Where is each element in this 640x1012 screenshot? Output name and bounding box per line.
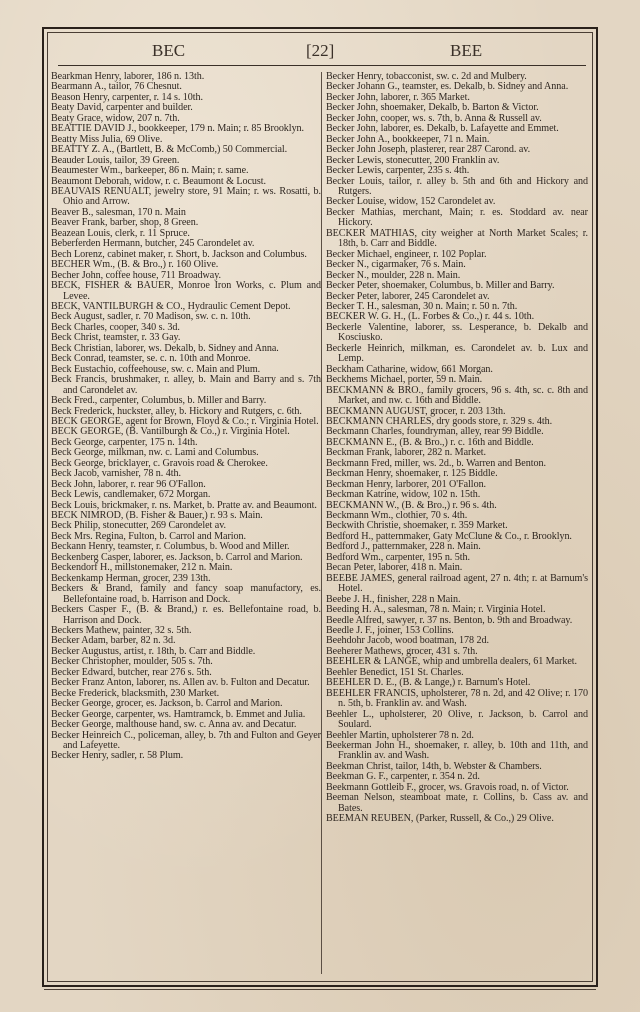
directory-entry: Beehler Benedict, 151 St. Charles. (326, 666, 464, 678)
directory-entry: Beckwith Christie, shoemaker, r. 359 Market. (326, 520, 508, 532)
directory-entry: Beeman Nelson, steamboat mate, r. Collins, b. Cass av. and Bates. (326, 792, 588, 814)
directory-entry: Becker Lewis, carpenter, 235 s. 4th. (326, 165, 470, 177)
directory-entry: Beekerman John H., shoemaker, r. alley, b. 10th and 11th, and Franklin av. and Wash. (326, 740, 588, 762)
directory-entry: Becker John, cooper, ws. s. 7th, b. Anna & Russell av. (326, 112, 542, 124)
directory-entry: BEEHLER FRANCIS, upholsterer, 78 n. 2d, and 42 Olive; r. 170 n. 5th, b. Franklin av. and Wash. (326, 687, 588, 710)
directory-entry: Beckers Casper F., (B. & Brand,) r. es. Bellefontaine road, b. Harrison and Dock. (51, 604, 321, 626)
directory-entry: Beeherer Mathews, grocer, 431 s. 7th. (326, 645, 478, 657)
directory-entry: Beehler Martin, upholsterer 78 n. 2d. (326, 729, 474, 741)
directory-entry: Beehler L., upholsterer, 20 Olive, r. Jackson, b. Carrol and Soulard. (326, 708, 588, 731)
directory-entry: Beazean Louis, clerk, r. 11 Spruce. (51, 227, 190, 239)
directory-entry: Beck August, sadler, r. 70 Madison, sw. c. n. 10th. (51, 311, 251, 323)
directory-entry: Becker Lewis, stonecutter, 200 Franklin av. (326, 154, 500, 166)
directory-entry: Becker N., cigarmaker, 76 s. Main. (326, 259, 466, 271)
directory-entry: Bearkman Henry, laborer, 186 n. 13th. (51, 71, 205, 82)
directory-entry: Becker Peter, laborer, 245 Carondelet av. (326, 290, 490, 302)
directory-entry: Beck Louis, brickmaker, r. ns. Market, b. Pratte av. and Beaumont. (51, 499, 317, 511)
directory-entry: BECK, FISHER & BAUER, Monroe Iron Works, c. Plum and Levee. (51, 280, 321, 302)
page-frame (42, 27, 598, 987)
directory-entry: Beckman Henry, larborer, 201 O'Fallon. (326, 478, 487, 490)
directory-entry: Beckers Mathew, painter, 32 s. 5th. (51, 625, 192, 637)
directory-entry: Beckenkamp Herman, grocer, 239 13th. (51, 572, 211, 584)
directory-entry: Beck Christ, teamster, r. 33 Gay. (51, 332, 181, 344)
directory-entry: Bedford Wm., carpenter, 195 n. 5th. (326, 551, 470, 563)
directory-entry: BECK GEORGE, (B. Vantilburgh & Co.,) r. Virginia Hotel. (51, 426, 290, 438)
directory-entry: Bech Lorenz, cabinet maker, r. Short, b. Jackson and Columbus. (51, 248, 307, 260)
column-divider (321, 72, 322, 974)
directory-entry: Becker George, malthouse hand, sw. c. Anna av. and Decatur. (51, 719, 297, 731)
directory-entry: Beckerle Valentine, laborer, ss. Lesperance, b. Dekalb and Kosciusko. (326, 321, 588, 344)
directory-entry: Becker John, shoemaker, Dekalb, b. Barton & Victor. (326, 102, 539, 114)
directory-entry: Beck Fred., carpenter, Columbus, b. Miller and Barry. (51, 395, 267, 407)
directory-entry: Beck Christian, laborer, ws. Dekalb, b. Sidney and Anna. (51, 342, 279, 354)
directory-entry: Beaver Frank, barber, shop, 8 Green. (51, 217, 199, 229)
directory-entry: Beckmann Fred, miller, ws. 2d., b. Warren and Benton. (326, 457, 546, 469)
header-right-guide: BEE (450, 41, 483, 60)
directory-entry: Beatty Miss Julia, 69 Olive. (51, 133, 163, 145)
directory-entry: Beaty David, carpenter and builder. (51, 102, 193, 114)
directory-entry: BECKMANN AUGUST, grocer, r. 203 13th. (326, 405, 506, 417)
directory-entry: Becher John, coffee house, 711 Broadway. (51, 269, 222, 281)
directory-entry: Becker Mathias, merchant, Main; r. es. Stoddard av. near Hickory. (326, 206, 588, 229)
directory-entry: BECKER MATHIAS, city weigher at North Market Scales; r. 18th, b. Carr and Biddle. (326, 227, 588, 250)
directory-entry: Beaumester Wm., barkeeper, 86 n. Main; r. same. (51, 165, 249, 177)
directory-entry: Becker Heinreich C., policeman, alley, b. 7th and Fulton and Geyer and Lafeyette. (51, 729, 321, 751)
directory-entry: Beckers & Brand, family and fancy soap manufactory, es. Bellefontaine road, b. Harrison and Dock. (51, 583, 321, 605)
directory-entry: Beedle Alfred, sawyer, r. 37 ns. Benton, b. 9th and Broadway. (326, 614, 573, 626)
directory-entry: Beck George, carpenter, 175 n. 14th. (51, 436, 198, 448)
directory-entry: Beedle J. F., joiner, 153 Collins. (326, 625, 454, 637)
directory-entry: Becker John, laborer, es. Dekalb, b. Lafayette and Emmet. (326, 123, 559, 135)
directory-entry: BEATTIE DAVID J., bookkeeper, 179 n. Main; r. 85 Brooklyn. (51, 123, 305, 135)
directory-entry: BECKMANN CHARLES, dry goods store, r. 329 s. 4th. (326, 415, 553, 427)
directory-entry: BEEHLER & LANGE, whip and umbrella dealers, 61 Market. (326, 656, 577, 668)
directory-entry: Becker George, carpenter, ws. Hamtramck, b. Emmet and Julia. (51, 708, 306, 720)
directory-entry: Becker N., moulder, 228 n. Main. (326, 269, 461, 281)
directory-entry: Becker George, grocer, es. Jackson, b. Carrol and Marion. (51, 698, 283, 710)
directory-entry: Beehdohr Jacob, wood boatman, 178 2d. (326, 635, 489, 647)
directory-entry: Beck George, milkman, nw. c. Lami and Columbus. (51, 447, 259, 459)
directory-entry: Beck Jacob, varnisher, 78 n. 4th. (51, 468, 181, 480)
directory-entry: Beck Francis, brushmaker, r. alley, b. Main and Barry and s. 7th and Carondelet av. (51, 374, 321, 396)
directory-entry: Beckendorf H., millstonemaker, 212 n. Main. (51, 562, 233, 574)
directory-entry: Becker Christopher, moulder, 505 s. 7th. (51, 656, 213, 668)
directory-entry: Beck Charles, cooper, 340 s. 3d. (51, 321, 180, 333)
directory-entry: Becker John, laborer, r. 365 Market. (326, 91, 470, 103)
directory-entry: BECHER Wm., (B. & Bro.,) r. 160 Olive. (51, 259, 219, 271)
directory-entry: Becker Edward, butcher, rear 276 s. 5th. (51, 666, 212, 678)
left-column (51, 72, 321, 762)
directory-entry: Beberferden Hermann, butcher, 245 Carondelet av. (51, 238, 255, 250)
directory-entry: Becker Adam, barber, 82 n. 3d. (51, 635, 176, 647)
directory-entry: Beckann Henry, teamster, r. Columbus, b. Wood and Miller. (51, 541, 290, 553)
page-number: [22] (306, 41, 335, 60)
header-rule (58, 65, 586, 66)
directory-entry: BEAUVAIS RENUALT, jewelry store, 91 Main; r. ws. Rosatti, b. Ohio and Arrow. (51, 185, 321, 208)
directory-entry: Beason Henry, carpenter, r. 14 s. 10th. (51, 91, 203, 103)
directory-entry: Beaty Grace, widow, 207 n. 7th. (51, 112, 180, 124)
directory-entry: Beckman Frank, laborer, 282 n. Market. (326, 447, 486, 459)
directory-entry: Bearmann A., tailor, 76 Chesnut. (51, 81, 182, 93)
directory-entry: Beckman Katrine, widow, 102 n. 15th. (326, 489, 481, 501)
directory-entry: Beckerle Heinrich, milkman, es. Carondelet av. b. Lux and Lemp. (326, 342, 588, 365)
directory-entry: Beckhems Michael, porter, 59 n. Main. (326, 374, 483, 386)
directory-entry: Beaver B., salesman, 170 n. Main (51, 206, 186, 218)
directory-entry: Becker Louis, tailor, r. alley b. 5th and 6th and Hickory and Rutgers. (326, 175, 588, 197)
directory-entry: Becker Henry, sadler, r. 58 Plum. (51, 750, 184, 762)
directory-entry: Beck Philip, stonecutter, 269 Carondelet av. (51, 520, 227, 532)
directory-entry: BECKMANN E., (B. & Bro.,) r. c. 16th and Biddle. (326, 436, 534, 448)
directory-entry: Beck John, laborer, r. rear 96 O'Fallon. (51, 478, 206, 490)
directory-entry: Beckham Catharine, widow, 661 Morgan. (326, 363, 493, 375)
directory-entry: Becker John A., bookkeeper, 71 n. Main. (326, 133, 490, 145)
directory-entry: BECKER W. G. H., (L. Forbes & Co.,) r. 44 s. 10th. (326, 311, 535, 323)
directory-entry: BEEMAN REUBEN, (Parker, Russell, & Co.,) 29 Olive. (326, 813, 554, 825)
directory-entry: Becan Peter, laborer, 418 n. Main. (326, 562, 463, 574)
directory-entry: Bedford H., patternmaker, Gaty McClune & Co., r. Brooklyn. (326, 530, 572, 542)
directory-entry: BECK GEORGE, agent for Brown, Floyd & Co.; r. Virginia Hotel. (51, 415, 319, 427)
directory-entry: Becker T. H., salesman, 30 n. Main; r. 50 n. 7th. (326, 300, 518, 312)
directory-entry: Beckman Henry, shoemaker, r. 125 Biddle. (326, 468, 498, 480)
directory-entry: Becker Louise, widow, 152 Carondelet av. (326, 196, 496, 208)
directory-entry: Becker John Joseph, plasterer, rear 287 Carond. av. (326, 144, 531, 156)
directory-entry: BECK, VANTILBURGH & CO., Hydraulic Cement Depot. (51, 300, 291, 312)
directory-entry: Beck Conrad, teamster, se. c. n. 10th and Monroe. (51, 353, 251, 365)
directory-entry: Becker Johann G., teamster, es. Dekalb, b. Sidney and Anna. (326, 81, 569, 93)
directory-entry: BEATTY Z. A., (Bartlett, B. & McComb,) 50 Commercial. (51, 144, 288, 156)
directory-entry: Beekman Christ, tailor, 14th, b. Webster & Chambers. (326, 760, 542, 772)
directory-entry: BEEHLER D. E., (B. & Lange,) r. Barnum's Hotel. (326, 677, 531, 689)
right-column (326, 72, 588, 825)
directory-entry: Beauder Louis, tailor, 39 Green. (51, 154, 180, 166)
directory-entry: Bedford J., patternmaker, 228 n. Main. (326, 541, 481, 553)
directory-entry: Beck Mrs. Regina, Fulton, b. Carrol and Marion. (51, 530, 247, 542)
directory-entry: BECKMANN W., (B. & Bro.,) r. 96 s. 4th. (326, 499, 497, 511)
directory-entry: Beekmann Gottleib F., grocer, ws. Gravois road, n. of Victor. (326, 781, 569, 793)
directory-entry: Becker Franz Anton, laborer, ns. Allen av. b. Fulton and Decatur. (51, 677, 310, 689)
directory-entry: BEEBE JAMES, general railroad agent, 27 n. 4th; r. at Barnum's Hotel. (326, 572, 588, 595)
directory-entry: Becker Augustus, artist, r. 18th, b. Carr and Biddle. (51, 645, 256, 657)
directory-entry: Beeding H. A., salesman, 78 n. Main; r. Virginia Hotel. (326, 604, 546, 616)
directory-entry: Becker Henry, tobacconist, sw. c. 2d and Mulbery. (326, 71, 527, 82)
directory-entry: Becker Peter, shoemaker, Columbus, b. Miller and Barry. (326, 280, 555, 292)
bottom-rule (44, 989, 596, 990)
directory-entry: Beck Frederick, huckster, alley, b. Hickory and Rutgers, c. 6th. (51, 405, 302, 417)
directory-entry: Beck George, bricklayer, c. Gravois road & Cherokee. (51, 457, 268, 469)
directory-entry: Becker Michael, engineer, r. 102 Poplar. (326, 248, 487, 260)
page-header (44, 37, 596, 63)
directory-entry: Beaumont Deborah, widow, r. c. Beaumont & Locust. (51, 175, 266, 187)
directory-entry: Becke Frederick, blacksmith, 230 Market. (51, 687, 220, 699)
directory-entry: Beekman G. F., carpenter, r. 354 n. 2d. (326, 771, 480, 783)
directory-entry: Beck Eustachio, coffeehouse, sw. c. Main and Plum. (51, 363, 261, 375)
directory-entry: BECK NIMROD, (B. Fisher & Bauer,) r. 93 s. Main. (51, 510, 263, 522)
directory-entry: Beckmann Wm., clothier, 70 s. 4th. (326, 510, 468, 522)
directory-entry: Beck Lewis, candlemaker, 672 Morgan. (51, 489, 211, 501)
directory-entry: Beebe J. H., finisher, 228 n Main. (326, 593, 461, 605)
directory-entry: Beckmann Charles, foundryman, alley, rear 99 Biddle. (326, 426, 544, 438)
header-left-guide: BEC (152, 41, 186, 60)
directory-entry: BECKMANN & BRO., family grocers, 96 s. 4th, sc. c. 8th and Market, and nw. c. 16th and Biddle. (326, 384, 588, 407)
directory-entry: Beckenberg Casper, laborer, es. Jackson, b. Carrol and Marion. (51, 551, 303, 563)
